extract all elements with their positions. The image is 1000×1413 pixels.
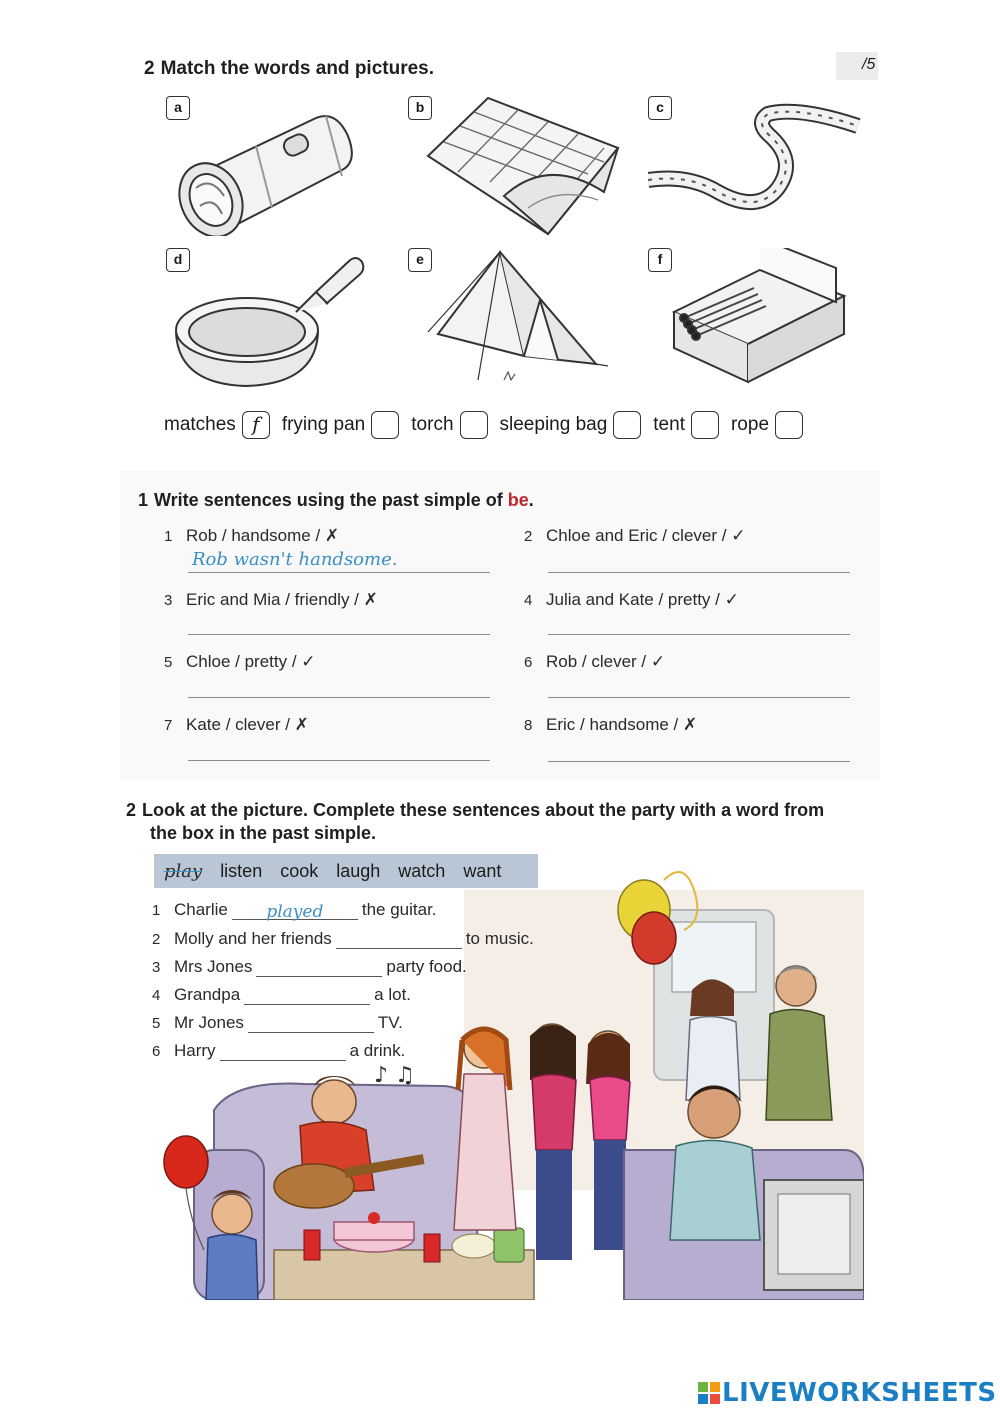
word-item-tent <box>653 411 719 439</box>
item-prompt: Julia and Kate / pretty / ✓ <box>546 590 739 609</box>
sentence-end: the guitar. <box>361 900 437 919</box>
word-label: rope <box>730 414 770 435</box>
answer-box[interactable] <box>691 411 719 439</box>
answer-blank[interactable] <box>248 1015 374 1033</box>
word-item-rope <box>731 411 803 439</box>
party-exercise-title <box>126 800 824 821</box>
picture-label: f <box>648 248 672 272</box>
item-prompt: Rob / clever / ✓ <box>546 652 666 671</box>
charlie-head <box>312 1080 356 1124</box>
picture-label: a <box>166 96 190 120</box>
answer-box[interactable] <box>460 411 488 439</box>
item-number: 2 <box>524 528 533 545</box>
word-bank <box>154 854 538 888</box>
word-bank-item: cook <box>280 860 319 881</box>
item-number: 3 <box>152 959 161 976</box>
be-item-5 <box>164 652 316 672</box>
answer-line <box>548 634 850 635</box>
match-word-row <box>164 408 864 442</box>
item-number: 4 <box>152 987 161 1004</box>
party-sentence-1 <box>152 900 437 920</box>
item-number: 3 <box>164 592 173 609</box>
exercise-instruction-line1: Look at the picture. Complete these sentences about the party with a word from <box>142 800 825 820</box>
party-sentence-3 <box>152 957 467 977</box>
word-bank-item: play <box>164 860 203 882</box>
item-prompt: Eric and Mia / friendly / ✗ <box>186 590 378 609</box>
party-sentence-5 <box>152 1013 403 1033</box>
answer-line <box>548 572 850 573</box>
answer-box[interactable] <box>371 411 399 439</box>
exercise-instruction: Write sentences using the past simple of <box>154 490 508 510</box>
item-prompt: Chloe / pretty / ✓ <box>186 652 316 671</box>
picture-label: b <box>408 96 432 120</box>
sentence-start: Mrs Jones <box>174 957 253 976</box>
harry-head <box>212 1194 252 1234</box>
word-label: matches <box>164 414 236 435</box>
be-answer-1[interactable]: Rob wasn't handsome. <box>192 549 398 570</box>
word-label: sleeping bag <box>499 414 608 435</box>
item-number: 2 <box>152 931 161 948</box>
party-sentence-6 <box>152 1041 405 1061</box>
answer-line <box>548 761 850 762</box>
be-item-8 <box>524 715 697 735</box>
item-number: 1 <box>152 902 161 919</box>
be-exercise-title <box>138 490 534 511</box>
word-item-sleeping-bag <box>500 411 642 439</box>
guitar <box>274 1164 354 1208</box>
matches-icon <box>648 248 858 398</box>
word-label: frying pan <box>281 414 366 435</box>
exercise-number: 2 <box>144 58 155 79</box>
item-number: 6 <box>524 654 533 671</box>
answer-box[interactable] <box>613 411 641 439</box>
answer-box[interactable]: f <box>242 411 270 439</box>
item-number: 7 <box>164 717 173 734</box>
answer-line <box>188 572 490 573</box>
answer-blank[interactable] <box>336 931 462 949</box>
picture-c <box>648 96 858 236</box>
answer-line <box>188 697 490 698</box>
item-number: 5 <box>152 1015 161 1032</box>
word-label: tent <box>653 414 685 435</box>
word-bank-item: listen <box>220 860 263 881</box>
be-item-1 <box>164 526 339 546</box>
picture-a <box>166 96 376 236</box>
sentence-start: Molly and her friends <box>174 929 332 948</box>
item-prompt: Chloe and Eric / clever / ✓ <box>546 526 746 545</box>
picture-b <box>408 96 618 236</box>
score-text: /5 <box>862 56 876 73</box>
be-item-7 <box>164 715 309 735</box>
word-bank-item: watch <box>398 860 446 881</box>
red-balloon <box>632 912 676 964</box>
answer-blank[interactable] <box>244 987 370 1005</box>
item-prompt: Kate / clever / ✗ <box>186 715 309 734</box>
logo-text: LIVEWORKSHEETS <box>722 1378 997 1408</box>
answer-line <box>188 760 490 761</box>
answer-blank[interactable] <box>220 1043 346 1061</box>
picture-label: c <box>648 96 672 120</box>
word-label: torch <box>411 414 454 435</box>
sentence-end: TV. <box>377 1013 403 1032</box>
word-item-frying-pan <box>282 411 399 439</box>
tent-icon <box>408 248 618 398</box>
answer-box[interactable] <box>775 411 803 439</box>
match-exercise-title <box>144 58 434 80</box>
sleeping-bag-icon <box>408 96 628 236</box>
exercise-number: 1 <box>138 490 149 510</box>
left-red-balloon <box>164 1136 208 1188</box>
word-bank-item: laugh <box>336 860 381 881</box>
frying-pan-icon <box>166 248 376 398</box>
sentence-end: to music. <box>465 929 534 948</box>
word-item-matches <box>164 411 270 439</box>
logo-mark-icon <box>698 1382 720 1404</box>
score-box <box>836 52 878 80</box>
picture-label: e <box>408 248 432 272</box>
answer-blank[interactable] <box>256 959 382 977</box>
answer-line <box>188 634 490 635</box>
sentence-start: Harry <box>174 1041 216 1060</box>
be-item-6 <box>524 652 665 672</box>
answer-blank[interactable]: played <box>232 902 358 920</box>
exercise-instruction: Match the words and pictures. <box>160 58 435 79</box>
party-exercise-title-line2: the box in the past simple. <box>150 823 377 843</box>
torch-icon <box>166 96 376 236</box>
word-bank-item: want <box>463 860 502 881</box>
item-prompt: Eric / handsome / ✗ <box>546 715 698 734</box>
picture-label: d <box>166 248 190 272</box>
liveworksheets-logo[interactable] <box>698 1378 997 1408</box>
be-item-2 <box>524 526 745 546</box>
item-number: 1 <box>164 528 173 545</box>
answer-line <box>548 697 850 698</box>
sentence-end: a drink. <box>349 1041 406 1060</box>
picture-e <box>408 248 618 388</box>
party-sentence-2 <box>152 929 534 949</box>
svg-text:♪ ♫: ♪ ♫ <box>374 1063 415 1088</box>
sentence-start: Mr Jones <box>174 1013 244 1032</box>
be-item-3 <box>164 590 378 610</box>
picture-f <box>648 248 858 388</box>
picture-d <box>166 248 376 388</box>
sentence-start: Grandpa <box>174 985 241 1004</box>
sentence-start: Charlie <box>174 900 228 919</box>
item-number: 6 <box>152 1043 161 1060</box>
title-period: . <box>528 490 534 510</box>
sentence-end: party food. <box>386 957 467 976</box>
item-number: 8 <box>524 717 533 734</box>
party-sentence-4 <box>152 985 411 1005</box>
word-item-torch <box>411 411 487 439</box>
sentence-end: a lot. <box>374 985 412 1004</box>
rope-icon <box>648 96 868 236</box>
item-number: 4 <box>524 592 533 609</box>
exercise-number: 2 <box>126 800 137 820</box>
highlight-word: be <box>507 490 529 510</box>
be-item-4 <box>524 590 739 610</box>
item-prompt: Rob / handsome / ✗ <box>186 526 340 545</box>
item-number: 5 <box>164 654 173 671</box>
